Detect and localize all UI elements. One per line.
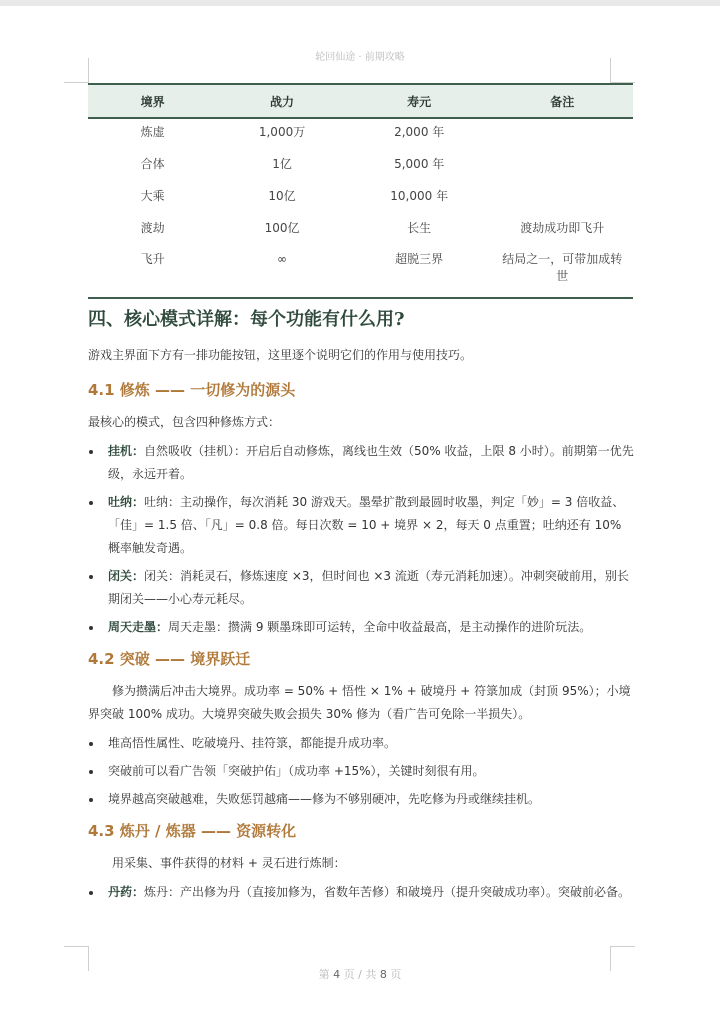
bullet-icon: [89, 891, 93, 895]
item-label: 丹药：: [108, 885, 145, 899]
list-item: [88, 440, 636, 486]
running-head: 轮回仙途 · 前期攻略: [315, 52, 405, 63]
item-text: 炼丹：产出修为丹（直接加修为，省数年苦修）和破境丹（提升突破成功率）。突破前必备。: [144, 885, 631, 899]
cell-realm: 飞升: [88, 247, 217, 298]
list-item: [88, 732, 636, 755]
cell-power: 1,000万: [258, 125, 306, 139]
bullet-icon: [89, 450, 93, 454]
subsection-title-4-2: 4.2 突破 —— 境界跃迁: [88, 650, 251, 668]
section-title: 四、核心模式详解：每个功能有什么用?: [88, 309, 405, 330]
cultivation-list: [88, 440, 636, 639]
subsection-intro-4-1: 最核心的模式，包含四种修炼方式：: [88, 415, 281, 429]
cell-realm: 合体: [140, 157, 165, 171]
header-realm: 境界: [88, 84, 217, 118]
list-item: [88, 616, 636, 639]
subsection-title-4-3: 4.3 炼丹 / 炼器 —— 资源转化: [88, 822, 297, 840]
cell-lifespan: 长生: [407, 221, 432, 235]
cell-notes: [491, 183, 633, 215]
main-content: [88, 306, 636, 909]
subsection-intro-4-2: 修为攒满后冲击大境界。成功率 = 50% + 悟性 × 1% + 破境丹 + 符箓加成（封顶 95%）；小境界突破 100% 成功。大境界突破失败会损失 30% 修为（看广告可免除一半损失）。: [88, 684, 631, 721]
cell-lifespan: 超脱三界: [347, 247, 492, 298]
bullet-icon: [89, 501, 93, 505]
subsection-title-4-1: 4.1 修炼 —— 一切修为的源头: [88, 381, 296, 399]
cell-power: ∞: [217, 247, 347, 298]
cell-realm: 炼虚: [140, 125, 165, 139]
item-text: 闭关：消耗灵石，修炼速度 ×3，但时间也 ×3 流逝（寿元消耗加速）。冲刺突破前用，别长期闭关——小心寿元耗尽。: [108, 569, 629, 606]
table-row: [88, 183, 633, 215]
item-text: 周天走墨：攒满 9 颗墨珠即可运转，全命中收益最高，是主动操作的进阶玩法。: [168, 620, 592, 634]
list-item: [88, 491, 636, 560]
list-item: [88, 760, 636, 783]
page-middle: 页 / 共: [340, 968, 380, 981]
total-pages: 8: [379, 968, 387, 981]
cell-realm: 大乘: [140, 189, 165, 203]
bullet-icon: [89, 575, 93, 579]
table-row: [88, 247, 633, 298]
table-header-row: [88, 84, 633, 118]
cell-power: 100亿: [264, 221, 300, 235]
bullet-icon: [89, 770, 93, 774]
item-label: 闭关：: [108, 569, 145, 583]
breakthrough-list: [88, 732, 636, 811]
alchemy-list: [88, 881, 636, 904]
item-label: 周天走墨：: [108, 620, 169, 634]
cell-lifespan: 2,000 年: [394, 125, 445, 139]
crop-mark-top-right: [610, 58, 635, 83]
table-row: [88, 151, 633, 183]
item-text: 突破前可以看广告领「突破护佑」（成功率 +15%），关键时刻很有用。: [108, 764, 485, 778]
list-item: [88, 788, 636, 811]
cell-notes: 渡劫成功即飞升: [520, 221, 605, 235]
cell-notes-text: 结局之一，可带加成转世: [502, 252, 623, 283]
cell-notes: [491, 151, 633, 183]
item-text: 自然吸收（挂机）：开启后自动修炼，离线也生效（50% 收益，上限 8 小时）。前期第一优先级，永远开着。: [108, 444, 634, 481]
cell-power: 10亿: [268, 189, 296, 203]
current-page: 4: [333, 968, 341, 981]
header-notes: 备注: [491, 84, 633, 118]
page-number: [0, 966, 720, 982]
header-lifespan: 寿元: [347, 84, 492, 118]
bullet-icon: [89, 798, 93, 802]
list-item: [88, 881, 636, 904]
table-row: [88, 118, 633, 151]
page-prefix: 第: [318, 968, 334, 981]
cell-power: 1亿: [272, 157, 292, 171]
cell-notes: [491, 247, 633, 298]
cell-lifespan: 10,000 年: [390, 189, 449, 203]
item-text: 堆高悟性属性、吃破境丹、挂符箓，都能提升成功率。: [108, 736, 397, 750]
cell-lifespan: 5,000 年: [394, 157, 445, 171]
bullet-icon: [89, 742, 93, 746]
item-label: 吐纳：: [108, 495, 145, 509]
top-edge: [0, 0, 720, 6]
table-row: [88, 215, 633, 247]
item-label: 挂机：: [108, 444, 145, 458]
bullet-icon: [89, 626, 93, 630]
item-text: 境界越高突破越难，失败惩罚越痛——修为不够别硬冲，先吃修为丹或继续挂机。: [108, 792, 541, 806]
subsection-intro-4-3: 用采集、事件获得的材料 + 灵石进行炼制：: [112, 856, 346, 870]
crop-mark-top-left: [64, 58, 89, 83]
list-item: [88, 565, 636, 611]
section-intro: 游戏主界面下方有一排功能按钮，这里逐个说明它们的作用与使用技巧。: [88, 348, 473, 362]
page-suffix: 页: [386, 968, 402, 981]
header-power: 战力: [217, 84, 347, 118]
item-text: 吐纳：主动操作，每次消耗 30 游戏天。墨晕扩散到最圆时收墨，判定「妙」= 3 倍收益、「佳」= 1.5 倍、「凡」= 0.8 倍。每日次数 = 10 + 境界 × 2，每天 0 点重置；吐纳还有 10% 概率触发奇遇。: [108, 495, 625, 555]
cell-realm: 渡劫: [140, 221, 165, 235]
realm-table: [88, 83, 633, 299]
cell-notes: [491, 118, 633, 151]
